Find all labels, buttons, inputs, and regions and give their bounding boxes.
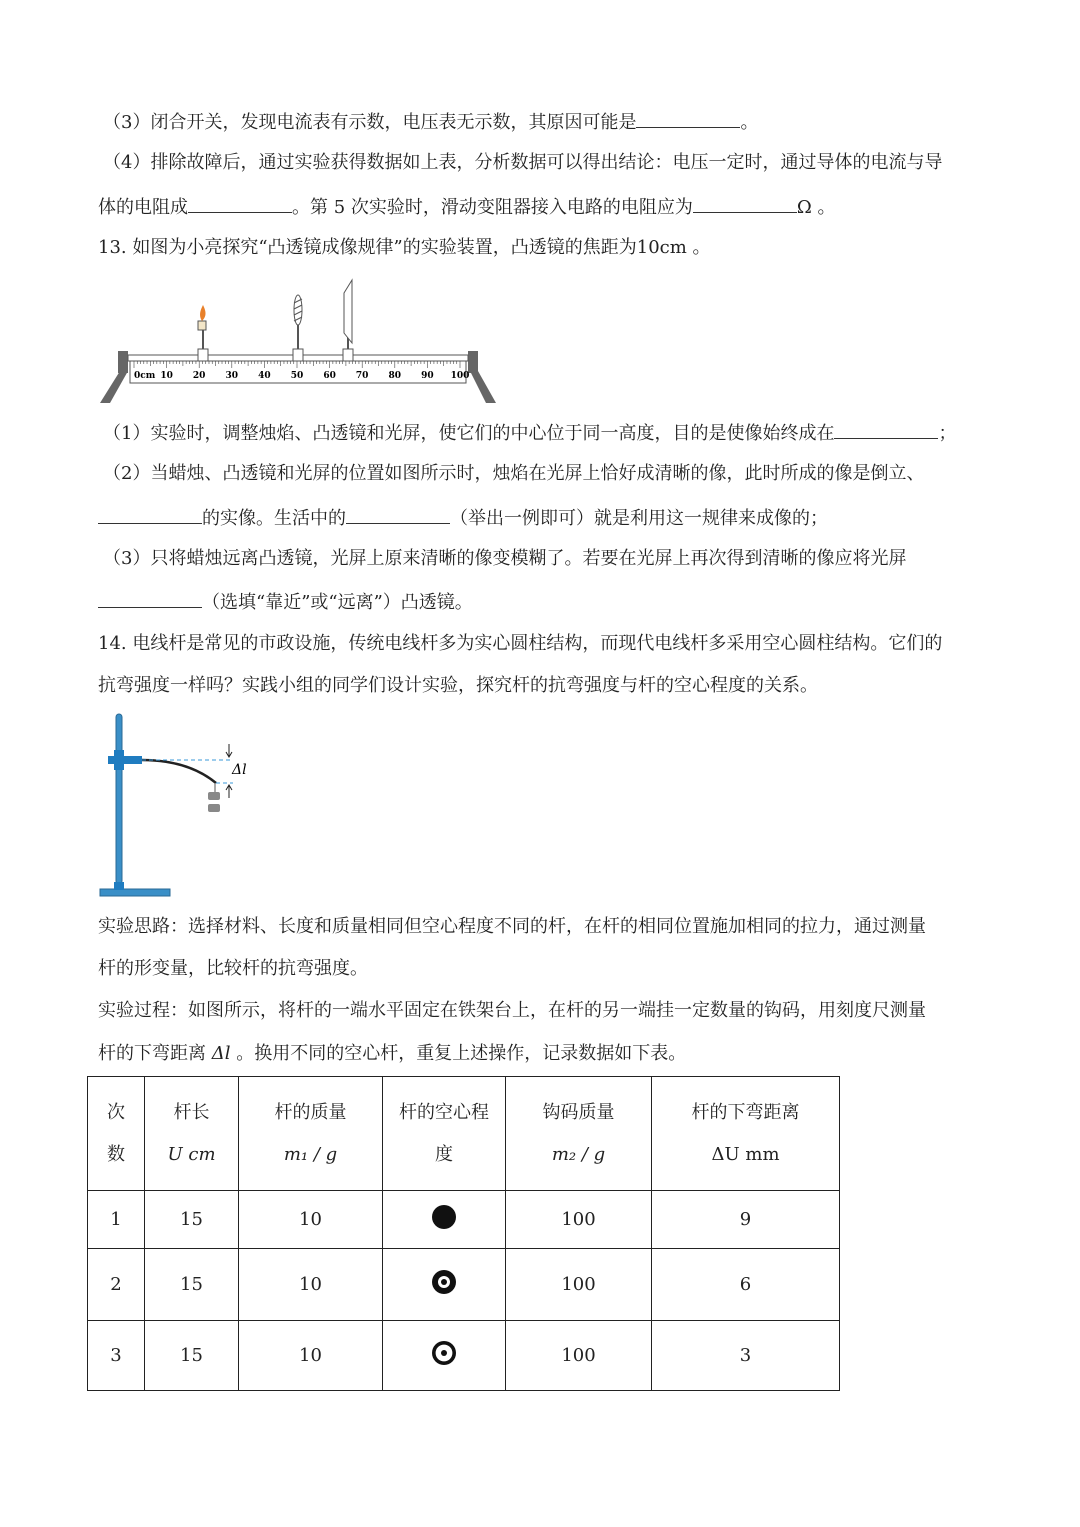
table-row: 3 15 10 100 3 bbox=[88, 1321, 840, 1391]
cross-section-icon bbox=[431, 1204, 457, 1230]
q14-process-line1: 实验过程：如图所示，将杆的一端水平固定在铁架台上，在杆的另一端挂一定数量的钩码，用刻度尺测量 bbox=[98, 1000, 926, 1021]
answer-blank[interactable] bbox=[693, 194, 797, 213]
q13-intro: 13. 如图为小亮探究“凸透镜成像规律”的实验装置，凸透镜的焦距为10cm 。 bbox=[98, 237, 711, 258]
optical-bench-figure bbox=[98, 275, 498, 405]
q14-process-line2: 杆的下弯距离 Δl 。换用不同的空心杆，重复上述操作，记录数据如下表。 bbox=[98, 1043, 687, 1064]
q14-idea-line2: 杆的形变量，比较杆的抗弯强度。 bbox=[98, 958, 368, 979]
hook-weight bbox=[208, 804, 220, 812]
q13-part3-line1: （3）只将蜡烛远离凸透镜，光屏上原来清晰的像变模糊了。若要在光屏上再次得到清晰的像应将光屏 bbox=[103, 548, 907, 569]
answer-blank[interactable] bbox=[834, 420, 938, 439]
bench-right-post bbox=[468, 351, 478, 373]
table-row: 1 15 10 100 9 bbox=[88, 1191, 840, 1249]
table-row: 2 15 10 100 6 bbox=[88, 1249, 840, 1321]
answer-blank[interactable] bbox=[636, 109, 740, 128]
cross-section-icon bbox=[431, 1269, 457, 1295]
scale-label: 50 bbox=[290, 371, 304, 381]
scale-label: 20 bbox=[192, 371, 206, 381]
arrow-up-icon bbox=[226, 785, 232, 798]
stand-pole bbox=[116, 714, 122, 884]
scale-label: 90 bbox=[421, 371, 434, 381]
scale-label: 0cm bbox=[134, 371, 156, 381]
bench-right-leg bbox=[470, 371, 496, 403]
q13-part2-line2: 的实像。生活中的 （举出一例即可）就是利用这一规律来成像的； bbox=[98, 505, 828, 531]
scale-label: 60 bbox=[323, 371, 336, 381]
q12-part4-line1: （4）排除故障后，通过实验获得数据如上表，分析数据可以得出结论：电压一定时，通过导体的电流与导 bbox=[103, 152, 943, 173]
stand-foot bbox=[114, 882, 124, 890]
table-header-row: 次 数 杆长 U cm 杆的质量 m₁ / g 杆的空心程 度 钩码质量 m₂ / g 杆的下弯距离 ΔU mm bbox=[88, 1077, 840, 1191]
scale-label: 10 bbox=[160, 371, 173, 381]
answer-blank[interactable] bbox=[346, 505, 450, 524]
convex-lens bbox=[293, 295, 303, 361]
answer-blank[interactable] bbox=[188, 194, 292, 213]
hook-weight bbox=[208, 792, 220, 800]
q13-part2-line1: （2）当蜡烛、凸透镜和光屏的位置如图所示时，烛焰在光屏上恰好成清晰的像，此时所成的像是倒立、 bbox=[103, 463, 925, 484]
q13-part3-line2: （选填“靠近”或“远离”）凸透镜。 bbox=[98, 589, 473, 615]
q14-intro-line2: 抗弯强度一样吗？实践小组的同学们设计实验，探究杆的抗弯强度与杆的空心程度的关系。 bbox=[98, 675, 818, 696]
q12-part4-line2: 体的电阻成 。第 5 次实验时，滑动变阻器接入电路的电阻应为 Ω 。 bbox=[98, 194, 836, 220]
answer-blank[interactable] bbox=[98, 505, 202, 524]
answer-blank[interactable] bbox=[98, 589, 202, 608]
scale-label: 30 bbox=[225, 371, 239, 381]
scale-label: 100 bbox=[450, 371, 470, 381]
q14-intro-line1: 14. 电线杆是常见的市政设施，传统电线杆多为实心圆柱结构，而现代电线杆多采用空心圆柱结构。它们的 bbox=[98, 633, 943, 654]
stand-base bbox=[100, 889, 170, 896]
q12-part3: （3）闭合开关，发现电流表有示数，电压表无示数，其原因可能是 。 bbox=[103, 109, 758, 135]
scale-label: 40 bbox=[258, 371, 271, 381]
flame-icon bbox=[200, 305, 205, 321]
q14-idea-line1: 实验思路：选择材料、长度和质量相同但空心程度不同的杆，在杆的相同位置施加相同的拉力，通过测量 bbox=[98, 916, 926, 937]
bending-rod-figure bbox=[98, 710, 268, 905]
arrow-down-icon bbox=[226, 744, 232, 757]
scale-label: 80 bbox=[388, 371, 402, 381]
q13-part1: （1）实验时，调整烛焰、凸透镜和光屏，使它们的中心位于同一高度，目的是使像始终成在 ； bbox=[103, 420, 956, 446]
cross-section-icon bbox=[431, 1340, 457, 1366]
bench-left-post bbox=[118, 351, 128, 373]
bent-rod bbox=[142, 760, 216, 783]
light-screen bbox=[343, 280, 353, 361]
bench-left-leg bbox=[100, 371, 128, 403]
scale-label: 70 bbox=[355, 371, 369, 381]
data-table bbox=[87, 1076, 840, 1391]
candle bbox=[198, 305, 208, 361]
delta-l-label: Δl bbox=[232, 762, 247, 778]
